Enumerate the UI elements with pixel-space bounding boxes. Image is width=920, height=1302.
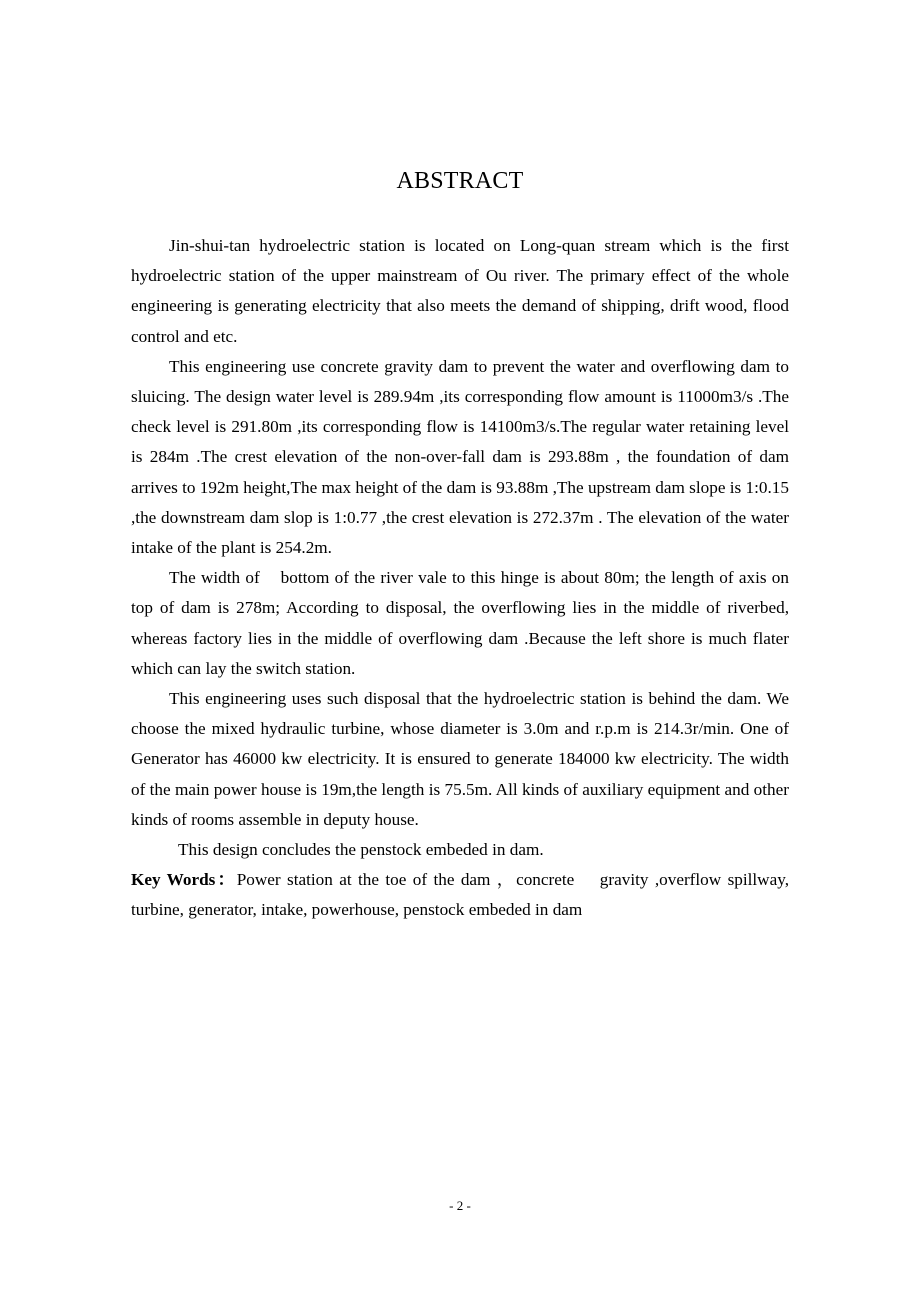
abstract-title: ABSTRACT: [396, 168, 524, 194]
page-number: - 2 -: [449, 1198, 471, 1213]
keywords-text: Power station at the toe of the dam ，concrete gravity ,overflow spillway, turbine, generator, intake, powerhouse, penstock embeded in dam: [131, 870, 789, 920]
paragraph-1: Jin-shui-tan hydroelectric station is located on Long-quan stream which is the first hydroelectric station of the upper mainstream of Ou river. The primary effect of the whole engineering is generating electricity that also meets the demand of shipping, drift wood, flood control and etc.: [131, 236, 789, 346]
keywords-line: [131, 865, 789, 925]
keywords-label: Key Words：: [131, 870, 237, 890]
paragraph-5: This design concludes the penstock embeded in dam.: [178, 840, 544, 860]
abstract-body: [131, 231, 789, 926]
paragraph-4: This engineering uses such disposal that the hydroelectric station is behind the dam. We choose the mixed hydraulic turbine, whose diameter is 3.0m and r.p.m is 214.3r/min. One of Generator has 46000 kw electricity. It is ensured to generate 184000 kw electricity. The width of the main power house is 19m,the length is 75.5m. All kinds of auxiliary equipment and other kinds of rooms assemble in deputy house.: [131, 689, 789, 829]
paragraph-3: The width of bottom of the river vale to this hinge is about 80m; the length of axis on top of dam is 278m; According to disposal, the overflowing lies in the middle of riverbed, whereas factory lies in the middle of overflowing dam .Because the left shore is much flater which can lay the switch station.: [131, 568, 789, 678]
paragraph-2: This engineering use concrete gravity dam to prevent the water and overflowing dam to sluicing. The design water level is 289.94m ,its corresponding flow amount is 11000m3/s .The check level is 291.80m ,its corresponding flow is 14100m3/s.The regular water retaining level is 284m .The crest elevation of the non-over-fall dam is 293.88m , the foundation of dam arrives to 192m height,The max height of the dam is 93.88m ,The upstream dam slope is 1:0.15 ,the downstream dam slop is 1:0.77 ,the crest elevation is 272.37m . The elevation of the water intake of the plant is 254.2m.: [131, 356, 789, 558]
